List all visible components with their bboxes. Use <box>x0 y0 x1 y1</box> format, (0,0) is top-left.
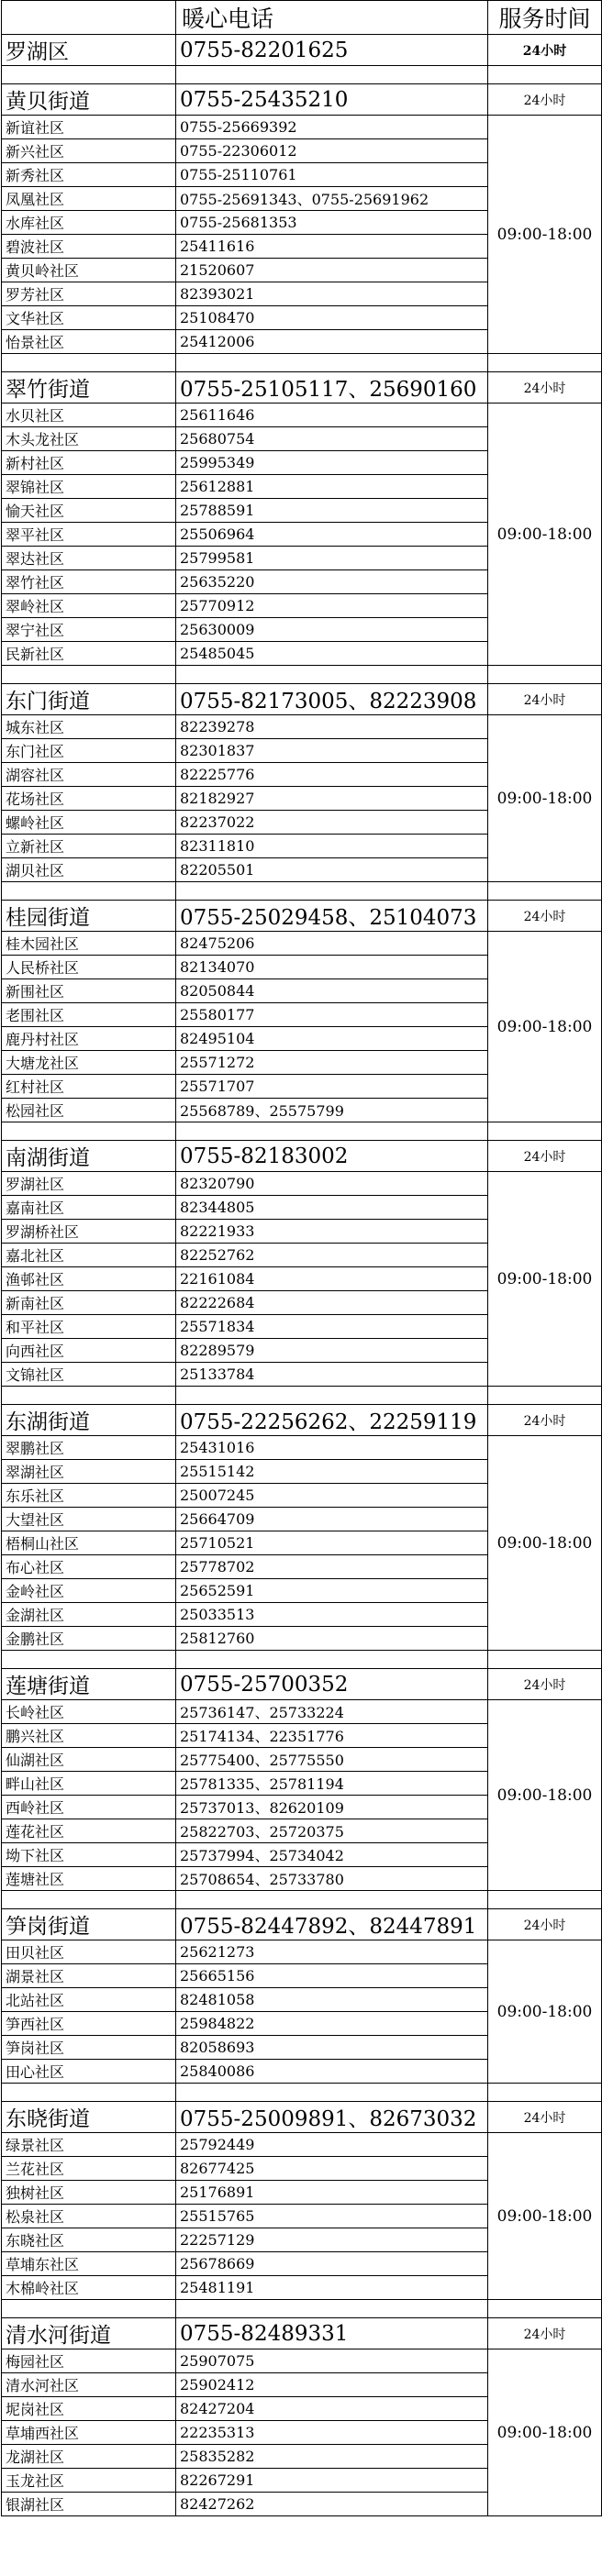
community-phone: 25007245 <box>176 1484 488 1508</box>
community-phone: 25708654、25733780 <box>176 1867 488 1891</box>
community-phone: 25788591 <box>176 499 488 523</box>
community-name: 玉龙社区 <box>2 2469 176 2493</box>
street-row <box>2 84 602 116</box>
community-phone: 25635220 <box>176 570 488 594</box>
spacer-row <box>2 66 602 84</box>
community-phone: 25515142 <box>176 1460 488 1484</box>
community-phone: 25792449 <box>176 2133 488 2157</box>
street-name: 翠竹街道 <box>2 372 176 404</box>
community-name: 向西社区 <box>2 1339 176 1363</box>
community-name: 桂木园社区 <box>2 932 176 956</box>
community-phone: 25481191 <box>176 2276 488 2300</box>
community-hours: 09:00-18:00 <box>488 116 602 354</box>
community-phone: 25108470 <box>176 306 488 330</box>
community-phone: 0755-25110761 <box>176 163 488 187</box>
community-name: 翠宁社区 <box>2 618 176 642</box>
street-name: 桂园街道 <box>2 901 176 932</box>
community-phone: 25612881 <box>176 475 488 499</box>
community-row <box>2 2349 602 2373</box>
community-name: 坭岗社区 <box>2 2397 176 2421</box>
community-name: 城东社区 <box>2 715 176 739</box>
community-phone: 25835282 <box>176 2445 488 2469</box>
street-phone: 0755-25435210 <box>176 84 488 116</box>
community-name: 东晓社区 <box>2 2228 176 2252</box>
community-name: 翠湖社区 <box>2 1460 176 1484</box>
street-row <box>2 1405 602 1436</box>
street-phone: 0755-25105117、25690160 <box>176 372 488 404</box>
directory-body <box>2 1 602 2516</box>
community-phone: 82475206 <box>176 932 488 956</box>
community-phone: 0755-25681353 <box>176 211 488 235</box>
community-hours: 09:00-18:00 <box>488 1436 602 1651</box>
spacer-cell <box>176 1891 488 1909</box>
community-row <box>2 1436 602 1460</box>
community-hours: 09:00-18:00 <box>488 404 602 666</box>
spacer-row <box>2 882 602 901</box>
community-phone: 82221933 <box>176 1220 488 1244</box>
community-name: 老围社区 <box>2 1003 176 1027</box>
district-row <box>2 35 602 66</box>
community-name: 湖贝社区 <box>2 858 176 882</box>
community-name: 木棉岭社区 <box>2 2276 176 2300</box>
spacer-cell <box>176 1651 488 1669</box>
community-hours: 09:00-18:00 <box>488 715 602 882</box>
street-hours: 24小时 <box>488 1405 602 1436</box>
spacer-row <box>2 1122 602 1141</box>
spacer-cell <box>176 1387 488 1405</box>
community-row <box>2 404 602 427</box>
community-name: 愉天社区 <box>2 499 176 523</box>
community-phone: 25431016 <box>176 1436 488 1460</box>
community-phone: 25580177 <box>176 1003 488 1027</box>
street-phone: 0755-82447892、82447891 <box>176 1909 488 1940</box>
community-phone: 82344805 <box>176 1196 488 1220</box>
street-hours: 24小时 <box>488 2318 602 2349</box>
community-name: 翠鹏社区 <box>2 1436 176 1460</box>
community-name: 银湖社区 <box>2 2493 176 2516</box>
community-name: 红村社区 <box>2 1075 176 1099</box>
community-phone: 82239278 <box>176 715 488 739</box>
community-name: 坳下社区 <box>2 1843 176 1867</box>
community-phone: 25812760 <box>176 1627 488 1651</box>
street-phone: 0755-82173005、82223908 <box>176 684 488 715</box>
community-name: 新兴社区 <box>2 139 176 163</box>
community-phone: 82495104 <box>176 1027 488 1051</box>
community-name: 鹿丹村社区 <box>2 1027 176 1051</box>
community-hours: 09:00-18:00 <box>488 2349 602 2516</box>
street-phone: 0755-25009891、82673032 <box>176 2102 488 2133</box>
community-hours: 09:00-18:00 <box>488 1940 602 2084</box>
spacer-row <box>2 2300 602 2318</box>
spacer-cell <box>2 2084 176 2102</box>
community-hours: 09:00-18:00 <box>488 2133 602 2300</box>
community-name: 新谊社区 <box>2 116 176 139</box>
community-row <box>2 715 602 739</box>
community-phone: 25840086 <box>176 2060 488 2084</box>
header-phone-cell: 暖心电话 <box>176 1 488 35</box>
community-name: 罗湖社区 <box>2 1172 176 1196</box>
community-name: 水贝社区 <box>2 404 176 427</box>
spacer-cell <box>176 2300 488 2318</box>
community-phone: 25506964 <box>176 523 488 547</box>
community-name: 金鹏社区 <box>2 1627 176 1651</box>
header-hours-cell: 服务时间 <box>488 1 602 35</box>
spacer-cell <box>2 2300 176 2318</box>
spacer-cell <box>488 2300 602 2318</box>
community-name: 凤凰社区 <box>2 187 176 211</box>
community-phone: 25736147、25733224 <box>176 1700 488 1724</box>
community-name: 新南社区 <box>2 1291 176 1315</box>
community-name: 笋岗社区 <box>2 2036 176 2060</box>
street-row <box>2 2102 602 2133</box>
directory-table <box>1 0 602 2516</box>
community-phone: 25485045 <box>176 642 488 666</box>
street-row <box>2 2318 602 2349</box>
community-name: 黄贝岭社区 <box>2 259 176 282</box>
community-name: 湖容社区 <box>2 763 176 787</box>
community-phone: 0755-25669392 <box>176 116 488 139</box>
community-phone: 25611646 <box>176 404 488 427</box>
spacer-cell <box>488 666 602 684</box>
spacer-cell <box>2 354 176 372</box>
community-phone: 25775400、25775550 <box>176 1748 488 1772</box>
street-name: 黄贝街道 <box>2 84 176 116</box>
community-phone: 25174134、22351776 <box>176 1724 488 1748</box>
community-phone: 25412006 <box>176 330 488 354</box>
spacer-cell <box>2 66 176 84</box>
community-phone: 25984822 <box>176 2012 488 2036</box>
community-name: 独树社区 <box>2 2181 176 2205</box>
spacer-cell <box>488 1387 602 1405</box>
community-phone: 82182927 <box>176 787 488 811</box>
community-phone: 25778702 <box>176 1555 488 1579</box>
community-name: 翠锦社区 <box>2 475 176 499</box>
spacer-cell <box>488 66 602 84</box>
spacer-cell <box>176 666 488 684</box>
community-name: 草埔东社区 <box>2 2252 176 2276</box>
community-name: 田贝社区 <box>2 1940 176 1964</box>
community-name: 螺岭社区 <box>2 811 176 835</box>
spacer-cell <box>176 1122 488 1141</box>
community-name: 梧桐山社区 <box>2 1531 176 1555</box>
street-row <box>2 1141 602 1172</box>
community-phone: 25571272 <box>176 1051 488 1075</box>
community-name: 畔山社区 <box>2 1772 176 1796</box>
community-phone: 82393021 <box>176 282 488 306</box>
community-phone: 0755-22306012 <box>176 139 488 163</box>
spacer-cell <box>2 1651 176 1669</box>
community-name: 碧波社区 <box>2 235 176 259</box>
spacer-cell <box>488 882 602 901</box>
spacer-cell <box>2 882 176 901</box>
street-name: 笋岗街道 <box>2 1909 176 1940</box>
spacer-cell <box>2 1122 176 1141</box>
street-name: 清水河街道 <box>2 2318 176 2349</box>
community-phone: 25799581 <box>176 547 488 570</box>
street-name: 东湖街道 <box>2 1405 176 1436</box>
community-phone: 82289579 <box>176 1339 488 1363</box>
community-name: 西岭社区 <box>2 1796 176 1819</box>
community-name: 嘉南社区 <box>2 1196 176 1220</box>
spacer-cell <box>488 1651 602 1669</box>
street-phone: 0755-22256262、22259119 <box>176 1405 488 1436</box>
community-phone: 82677425 <box>176 2157 488 2181</box>
spacer-row <box>2 354 602 372</box>
community-phone: 25907075 <box>176 2349 488 2373</box>
community-phone: 82427262 <box>176 2493 488 2516</box>
community-name: 金湖社区 <box>2 1603 176 1627</box>
community-phone: 22235313 <box>176 2421 488 2445</box>
community-name: 立新社区 <box>2 835 176 858</box>
community-row <box>2 2133 602 2157</box>
community-phone: 25515765 <box>176 2205 488 2228</box>
community-name: 东乐社区 <box>2 1484 176 1508</box>
community-name: 嘉北社区 <box>2 1244 176 1267</box>
community-name: 大塘龙社区 <box>2 1051 176 1075</box>
community-name: 梅园社区 <box>2 2349 176 2373</box>
spacer-cell <box>2 1387 176 1405</box>
community-phone: 25411616 <box>176 235 488 259</box>
community-phone: 82301837 <box>176 739 488 763</box>
community-phone: 82427204 <box>176 2397 488 2421</box>
community-row <box>2 1700 602 1724</box>
community-phone: 82237022 <box>176 811 488 835</box>
street-name: 东晓街道 <box>2 2102 176 2133</box>
community-name: 翠达社区 <box>2 547 176 570</box>
community-name: 罗湖桥社区 <box>2 1220 176 1244</box>
community-name: 田心社区 <box>2 2060 176 2084</box>
street-phone: 0755-82489331 <box>176 2318 488 2349</box>
community-hours: 09:00-18:00 <box>488 1172 602 1387</box>
header-row <box>2 1 602 35</box>
street-row <box>2 684 602 715</box>
community-phone: 25630009 <box>176 618 488 642</box>
community-phone: 22161084 <box>176 1267 488 1291</box>
community-name: 怡景社区 <box>2 330 176 354</box>
community-phone: 25568789、25575799 <box>176 1099 488 1122</box>
community-phone: 25737013、82620109 <box>176 1796 488 1819</box>
district-phone: 0755-82201625 <box>176 35 488 66</box>
street-name: 南湖街道 <box>2 1141 176 1172</box>
community-phone: 82267291 <box>176 2469 488 2493</box>
community-phone: 21520607 <box>176 259 488 282</box>
community-phone: 82252762 <box>176 1244 488 1267</box>
street-row <box>2 1909 602 1940</box>
community-phone: 25710521 <box>176 1531 488 1555</box>
community-name: 翠竹社区 <box>2 570 176 594</box>
community-name: 新秀社区 <box>2 163 176 187</box>
community-name: 大望社区 <box>2 1508 176 1531</box>
community-name: 草埔西社区 <box>2 2421 176 2445</box>
street-name: 东门街道 <box>2 684 176 715</box>
street-phone: 0755-82183002 <box>176 1141 488 1172</box>
community-phone: 25571834 <box>176 1315 488 1339</box>
community-name: 新围社区 <box>2 979 176 1003</box>
street-hours: 24小时 <box>488 901 602 932</box>
community-name: 龙湖社区 <box>2 2445 176 2469</box>
community-name: 渔邨社区 <box>2 1267 176 1291</box>
community-phone: 25133784 <box>176 1363 488 1387</box>
community-name: 文华社区 <box>2 306 176 330</box>
community-name: 翠平社区 <box>2 523 176 547</box>
community-name: 罗芳社区 <box>2 282 176 306</box>
community-name: 和平社区 <box>2 1315 176 1339</box>
community-name: 水库社区 <box>2 211 176 235</box>
community-name: 仙湖社区 <box>2 1748 176 1772</box>
community-name: 莲花社区 <box>2 1819 176 1843</box>
spacer-cell <box>2 666 176 684</box>
spacer-cell <box>176 66 488 84</box>
community-name: 松园社区 <box>2 1099 176 1122</box>
community-name: 新村社区 <box>2 451 176 475</box>
street-hours: 24小时 <box>488 2102 602 2133</box>
street-hours: 24小时 <box>488 84 602 116</box>
street-row <box>2 901 602 932</box>
community-phone: 25665156 <box>176 1964 488 1988</box>
community-name: 绿景社区 <box>2 2133 176 2157</box>
community-name: 松泉社区 <box>2 2205 176 2228</box>
street-phone: 0755-25029458、25104073 <box>176 901 488 932</box>
community-name: 长岭社区 <box>2 1700 176 1724</box>
community-name: 北站社区 <box>2 1988 176 2012</box>
community-phone: 22257129 <box>176 2228 488 2252</box>
community-phone: 25652591 <box>176 1579 488 1603</box>
spacer-cell <box>488 354 602 372</box>
community-name: 东门社区 <box>2 739 176 763</box>
street-name: 莲塘街道 <box>2 1669 176 1700</box>
community-name: 清水河社区 <box>2 2373 176 2397</box>
community-phone: 25176891 <box>176 2181 488 2205</box>
community-phone: 25737994、25734042 <box>176 1843 488 1867</box>
community-row <box>2 1940 602 1964</box>
street-hours: 24小时 <box>488 1669 602 1700</box>
community-name: 民新社区 <box>2 642 176 666</box>
community-phone: 25033513 <box>176 1603 488 1627</box>
community-phone: 0755-25691343、0755-25691962 <box>176 187 488 211</box>
community-name: 笋西社区 <box>2 2012 176 2036</box>
spacer-row <box>2 2084 602 2102</box>
community-name: 文锦社区 <box>2 1363 176 1387</box>
community-hours: 09:00-18:00 <box>488 932 602 1122</box>
community-row <box>2 932 602 956</box>
spacer-row <box>2 1651 602 1669</box>
community-hours: 09:00-18:00 <box>488 1700 602 1891</box>
spacer-cell <box>488 2084 602 2102</box>
community-name: 湖景社区 <box>2 1964 176 1988</box>
community-phone: 82481058 <box>176 1988 488 2012</box>
community-phone: 25621273 <box>176 1940 488 1964</box>
community-name: 翠岭社区 <box>2 594 176 618</box>
spacer-cell <box>488 1122 602 1141</box>
community-name: 布心社区 <box>2 1555 176 1579</box>
community-phone: 25822703、25720375 <box>176 1819 488 1843</box>
community-phone: 82205501 <box>176 858 488 882</box>
spacer-row <box>2 666 602 684</box>
community-name: 人民桥社区 <box>2 956 176 979</box>
spacer-cell <box>176 2084 488 2102</box>
street-row <box>2 1669 602 1700</box>
community-phone: 25571707 <box>176 1075 488 1099</box>
district-hours: 24小时 <box>488 35 602 66</box>
community-phone: 25680754 <box>176 427 488 451</box>
spacer-cell <box>488 1891 602 1909</box>
community-phone: 82050844 <box>176 979 488 1003</box>
community-phone: 82134070 <box>176 956 488 979</box>
community-row <box>2 116 602 139</box>
community-phone: 82311810 <box>176 835 488 858</box>
community-phone: 25902412 <box>176 2373 488 2397</box>
community-phone: 82225776 <box>176 763 488 787</box>
street-hours: 24小时 <box>488 1909 602 1940</box>
street-hours: 24小时 <box>488 372 602 404</box>
community-phone: 25781335、25781194 <box>176 1772 488 1796</box>
community-phone: 25770912 <box>176 594 488 618</box>
community-phone: 25678669 <box>176 2252 488 2276</box>
street-phone: 0755-25700352 <box>176 1669 488 1700</box>
spacer-cell <box>176 354 488 372</box>
spacer-cell <box>2 1891 176 1909</box>
community-phone: 25664709 <box>176 1508 488 1531</box>
community-phone: 25995349 <box>176 451 488 475</box>
street-hours: 24小时 <box>488 1141 602 1172</box>
community-name: 花场社区 <box>2 787 176 811</box>
community-name: 兰花社区 <box>2 2157 176 2181</box>
community-name: 木头龙社区 <box>2 427 176 451</box>
community-phone: 82222684 <box>176 1291 488 1315</box>
community-name: 莲塘社区 <box>2 1867 176 1891</box>
street-row <box>2 372 602 404</box>
district-name: 罗湖区 <box>2 35 176 66</box>
community-name: 金岭社区 <box>2 1579 176 1603</box>
community-phone: 82058693 <box>176 2036 488 2060</box>
community-phone: 82320790 <box>176 1172 488 1196</box>
spacer-row <box>2 1387 602 1405</box>
community-name: 鹏兴社区 <box>2 1724 176 1748</box>
spacer-row <box>2 1891 602 1909</box>
spacer-cell <box>176 882 488 901</box>
header-blank-cell <box>2 1 176 35</box>
community-row <box>2 1172 602 1196</box>
street-hours: 24小时 <box>488 684 602 715</box>
